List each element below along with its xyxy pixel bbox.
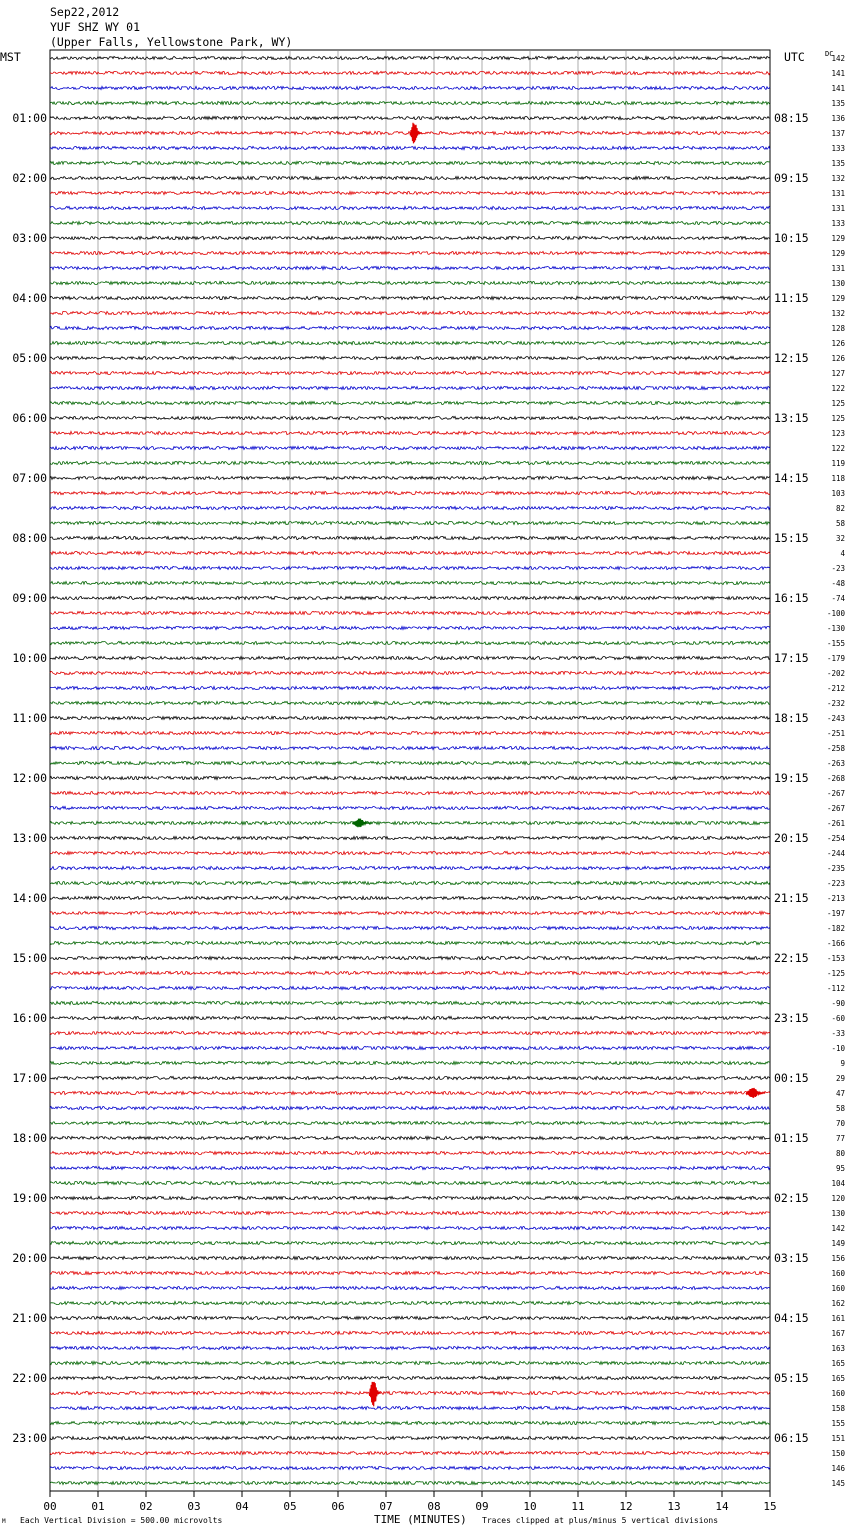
- trace-61: [50, 971, 770, 974]
- trace-4: [50, 116, 770, 119]
- dc-offset-label: -202: [826, 669, 845, 678]
- utc-hour-label: 02:15: [774, 1191, 809, 1205]
- x-tick-label: 10: [523, 1500, 537, 1513]
- dc-offset-label: 135: [831, 99, 845, 108]
- trace-82: [50, 1286, 770, 1289]
- dc-offset-label: 58: [835, 519, 845, 528]
- dc-offset-label: -23: [831, 564, 845, 573]
- dc-offset-label: 119: [831, 459, 845, 468]
- dc-offset-label: 47: [835, 1089, 845, 1098]
- dc-offset-label: 80: [835, 1149, 845, 1158]
- dc-offset-label: 141: [831, 69, 845, 78]
- utc-hour-label: 22:15: [774, 951, 809, 965]
- dc-offset-label: 118: [831, 474, 845, 483]
- trace-54: [50, 866, 770, 869]
- mst-hour-label: 12:00: [12, 771, 47, 785]
- dc-offset-label: -112: [826, 984, 845, 993]
- seismic-event-0: [410, 123, 422, 144]
- dc-offset-label: -235: [826, 864, 845, 873]
- header-station: YUF SHZ WY 01: [50, 20, 141, 34]
- trace-43: [50, 701, 770, 704]
- trace-76: [50, 1196, 770, 1199]
- x-tick-label: 04: [235, 1500, 249, 1513]
- trace-39: [50, 641, 770, 644]
- dc-offset-label: 129: [831, 294, 845, 303]
- dc-offset-label: 104: [831, 1179, 845, 1188]
- trace-21: [50, 371, 770, 374]
- mst-hour-label: 22:00: [12, 1371, 47, 1385]
- trace-11: [50, 221, 770, 224]
- trace-9: [50, 191, 770, 194]
- mst-hour-label: 10:00: [12, 651, 47, 665]
- trace-10: [50, 206, 770, 209]
- dc-offset-label: -243: [826, 714, 845, 723]
- trace-36: [50, 596, 770, 599]
- dc-offset-label: 29: [835, 1074, 845, 1083]
- dc-offset-label: -166: [826, 939, 845, 948]
- footer-scale: Each Vertical Division = 500.00 microvolts: [20, 1516, 223, 1525]
- mst-hour-label: 14:00: [12, 891, 47, 905]
- trace-89: [50, 1391, 770, 1394]
- x-tick-label: 07: [379, 1500, 393, 1513]
- utc-hour-label: 00:15: [774, 1071, 809, 1085]
- utc-hour-label: 06:15: [774, 1431, 809, 1445]
- dc-offset-label: 160: [831, 1389, 845, 1398]
- utc-hour-label: 16:15: [774, 591, 809, 605]
- dc-offset-label: -155: [826, 639, 845, 648]
- trace-45: [50, 731, 770, 734]
- trace-70: [50, 1106, 770, 1109]
- x-tick-label: 02: [139, 1500, 153, 1513]
- trace-20: [50, 356, 770, 359]
- x-tick-label: 08: [427, 1500, 441, 1513]
- dc-offset-label: -212: [826, 684, 845, 693]
- trace-63: [50, 1001, 770, 1004]
- dc-offset-label: 129: [831, 249, 845, 258]
- dc-offset-label: -213: [826, 894, 845, 903]
- trace-83: [50, 1301, 770, 1304]
- dc-offset-label: 126: [831, 354, 845, 363]
- trace-74: [50, 1166, 770, 1169]
- mst-hour-label: 05:00: [12, 351, 47, 365]
- trace-58: [50, 926, 770, 929]
- dc-offset-label: -268: [826, 774, 845, 783]
- trace-56: [50, 896, 770, 899]
- utc-hour-label: 21:15: [774, 891, 809, 905]
- dc-offset-label: 130: [831, 279, 845, 288]
- x-tick-label: 12: [619, 1500, 633, 1513]
- trace-48: [50, 776, 770, 779]
- dc-offset-label: -100: [826, 609, 845, 618]
- dc-offset-label: -130: [826, 624, 845, 633]
- trace-27: [50, 461, 770, 464]
- trace-77: [50, 1211, 770, 1214]
- utc-hour-label: 23:15: [774, 1011, 809, 1025]
- dc-offset-label: 163: [831, 1344, 845, 1353]
- trace-15: [50, 281, 770, 284]
- x-axis-title: TIME (MINUTES): [374, 1513, 467, 1526]
- trace-53: [50, 851, 770, 854]
- dc-offset-label: 142: [831, 54, 845, 63]
- trace-92: [50, 1436, 770, 1439]
- utc-hour-label: 15:15: [774, 531, 809, 545]
- x-tick-label: 09: [475, 1500, 489, 1513]
- trace-73: [50, 1151, 770, 1154]
- trace-49: [50, 791, 770, 794]
- trace-95: [50, 1481, 770, 1484]
- dc-offset-label: 142: [831, 1224, 845, 1233]
- trace-2: [50, 86, 770, 89]
- trace-64: [50, 1016, 770, 1019]
- trace-93: [50, 1451, 770, 1454]
- mst-hour-label: 13:00: [12, 831, 47, 845]
- dc-offset-label: 129: [831, 234, 845, 243]
- dc-offset-label: -258: [826, 744, 845, 753]
- dc-offset-label: 131: [831, 204, 845, 213]
- x-tick-label: 13: [667, 1500, 681, 1513]
- mst-hour-label: 01:00: [12, 111, 47, 125]
- footer-clip-note: Traces clipped at plus/minus 5 vertical divisions: [482, 1516, 719, 1525]
- dc-offset-label: 95: [835, 1164, 845, 1173]
- dc-offset-label: 151: [831, 1434, 845, 1443]
- mst-hour-label: 09:00: [12, 591, 47, 605]
- seismic-event-2: [746, 1088, 765, 1098]
- mst-hour-label: 02:00: [12, 171, 47, 185]
- trace-86: [50, 1346, 770, 1349]
- trace-62: [50, 986, 770, 989]
- trace-34: [50, 566, 770, 569]
- dc-offset-label: -244: [826, 849, 845, 858]
- trace-71: [50, 1121, 770, 1124]
- trace-57: [50, 911, 770, 914]
- trace-66: [50, 1046, 770, 1049]
- trace-67: [50, 1061, 770, 1064]
- dc-offset-label: -179: [826, 654, 845, 663]
- trace-44: [50, 716, 770, 719]
- trace-40: [50, 656, 770, 659]
- trace-59: [50, 941, 770, 944]
- dc-offset-label: 167: [831, 1329, 845, 1338]
- dc-offset-label: -48: [831, 579, 845, 588]
- trace-30: [50, 506, 770, 509]
- trace-87: [50, 1361, 770, 1364]
- dc-offset-label: 132: [831, 309, 845, 318]
- dc-offset-label: -60: [831, 1014, 845, 1023]
- trace-23: [50, 401, 770, 404]
- mst-hour-label: 07:00: [12, 471, 47, 485]
- dc-offset-label: 103: [831, 489, 845, 498]
- mst-hour-label: 19:00: [12, 1191, 47, 1205]
- mst-hour-label: 23:00: [12, 1431, 47, 1445]
- dc-offset-label: -33: [831, 1029, 845, 1038]
- mst-hour-label: 17:00: [12, 1071, 47, 1085]
- trace-28: [50, 476, 770, 479]
- mst-hour-label: 18:00: [12, 1131, 47, 1145]
- trace-65: [50, 1031, 770, 1034]
- x-tick-label: 03: [187, 1500, 201, 1513]
- mst-hour-label: 21:00: [12, 1311, 47, 1325]
- dc-offset-label: 128: [831, 324, 845, 333]
- trace-1: [50, 71, 770, 74]
- axis-labels: [12, 54, 845, 1513]
- trace-72: [50, 1136, 770, 1139]
- dc-offset-label: 165: [831, 1374, 845, 1383]
- mst-hour-label: 04:00: [12, 291, 47, 305]
- left-axis-title: MST: [0, 50, 21, 64]
- dc-offset-label: 9: [840, 1059, 845, 1068]
- utc-hour-label: 11:15: [774, 291, 809, 305]
- utc-hour-label: 08:15: [774, 111, 809, 125]
- trace-22: [50, 386, 770, 389]
- trace-31: [50, 521, 770, 524]
- dc-offset-label: -153: [826, 954, 845, 963]
- dc-offset-label: 137: [831, 129, 845, 138]
- dc-offset-label: -223: [826, 879, 845, 888]
- trace-88: [50, 1376, 770, 1379]
- utc-hour-label: 10:15: [774, 231, 809, 245]
- trace-0: [50, 56, 770, 59]
- dc-offset-label: 58: [835, 1104, 845, 1113]
- x-tick-label: 06: [331, 1500, 345, 1513]
- x-tick-label: 05: [283, 1500, 297, 1513]
- trace-46: [50, 746, 770, 749]
- seismic-event-1: [352, 819, 371, 828]
- trace-79: [50, 1241, 770, 1244]
- trace-18: [50, 326, 770, 329]
- utc-hour-label: 19:15: [774, 771, 809, 785]
- trace-60: [50, 956, 770, 959]
- utc-hour-label: 01:15: [774, 1131, 809, 1145]
- dc-offset-label: 160: [831, 1284, 845, 1293]
- trace-14: [50, 266, 770, 269]
- dc-offset-label: 122: [831, 384, 845, 393]
- trace-32: [50, 536, 770, 539]
- dc-offset-label: 127: [831, 369, 845, 378]
- trace-24: [50, 416, 770, 419]
- seismic-event-3: [369, 1382, 381, 1406]
- trace-78: [50, 1226, 770, 1229]
- dc-offset-label: 132: [831, 174, 845, 183]
- trace-29: [50, 491, 770, 494]
- dc-offset-label: 123: [831, 429, 845, 438]
- mst-hour-label: 16:00: [12, 1011, 47, 1025]
- trace-51: [50, 821, 770, 824]
- trace-85: [50, 1331, 770, 1334]
- trace-8: [50, 176, 770, 179]
- trace-47: [50, 761, 770, 764]
- trace-81: [50, 1271, 770, 1274]
- dc-offset-label: 146: [831, 1464, 845, 1473]
- utc-hour-label: 20:15: [774, 831, 809, 845]
- dc-offset-label: 131: [831, 264, 845, 273]
- trace-37: [50, 611, 770, 614]
- utc-hour-label: 09:15: [774, 171, 809, 185]
- dc-offset-label: 155: [831, 1419, 845, 1428]
- trace-80: [50, 1256, 770, 1259]
- trace-38: [50, 626, 770, 629]
- dc-offset-label: 122: [831, 444, 845, 453]
- dc-offset-label: 131: [831, 189, 845, 198]
- trace-26: [50, 446, 770, 449]
- dc-offset-label: -267: [826, 789, 845, 798]
- trace-42: [50, 686, 770, 689]
- dc-offset-label: 32: [835, 534, 845, 543]
- dc-offset-label: 145: [831, 1479, 845, 1488]
- dc-offset-label: -261: [826, 819, 845, 828]
- dc-offset-label: 130: [831, 1209, 845, 1218]
- header-location: (Upper Falls, Yellowstone Park, WY): [50, 35, 293, 49]
- dc-offset-label: -263: [826, 759, 845, 768]
- trace-68: [50, 1076, 770, 1079]
- x-tick-label: 11: [571, 1500, 585, 1513]
- dc-offset-label: 125: [831, 414, 845, 423]
- trace-12: [50, 236, 770, 239]
- trace-16: [50, 296, 770, 299]
- dc-offset-label: 133: [831, 144, 845, 153]
- dc-offset-label: -125: [826, 969, 845, 978]
- dc-offset-label: 158: [831, 1404, 845, 1413]
- dc-offset-label: 126: [831, 339, 845, 348]
- trace-50: [50, 806, 770, 809]
- dc-offset-label: 77: [835, 1134, 845, 1143]
- trace-41: [50, 671, 770, 674]
- right-axis-title: UTC: [784, 50, 805, 64]
- dc-offset-label: -182: [826, 924, 845, 933]
- mst-hour-label: 08:00: [12, 531, 47, 545]
- dc-offset-label: 4: [840, 549, 845, 558]
- trace-84: [50, 1316, 770, 1319]
- trace-75: [50, 1181, 770, 1184]
- dc-offset-label: -254: [826, 834, 845, 843]
- dc-offset-label: 150: [831, 1449, 845, 1458]
- trace-layer: [50, 56, 770, 1484]
- trace-33: [50, 551, 770, 554]
- dc-offset-label: -251: [826, 729, 845, 738]
- dc-offset-label: 156: [831, 1254, 845, 1263]
- trace-55: [50, 881, 770, 884]
- utc-hour-label: 17:15: [774, 651, 809, 665]
- trace-17: [50, 311, 770, 314]
- x-tick-label: 15: [763, 1500, 777, 1513]
- dc-offset-label: -197: [826, 909, 845, 918]
- dc-offset-label: -232: [826, 699, 845, 708]
- dc-offset-label: 125: [831, 399, 845, 408]
- mst-hour-label: 06:00: [12, 411, 47, 425]
- x-tick-label: 01: [91, 1500, 105, 1513]
- trace-52: [50, 836, 770, 839]
- dc-offset-label: 162: [831, 1299, 845, 1308]
- x-tick-label: 14: [715, 1500, 729, 1513]
- dc-offset-label: -90: [831, 999, 845, 1008]
- trace-25: [50, 431, 770, 434]
- x-tick-label: 00: [43, 1500, 57, 1513]
- dc-offset-label: 120: [831, 1194, 845, 1203]
- dc-label: DC: [825, 50, 834, 58]
- mst-hour-label: 20:00: [12, 1251, 47, 1265]
- mst-hour-label: 15:00: [12, 951, 47, 965]
- dc-offset-label: 136: [831, 114, 845, 123]
- dc-offset-label: -10: [831, 1044, 845, 1053]
- utc-hour-label: 14:15: [774, 471, 809, 485]
- trace-69: [50, 1091, 770, 1094]
- utc-hour-label: 12:15: [774, 351, 809, 365]
- utc-hour-label: 13:15: [774, 411, 809, 425]
- utc-hour-label: 03:15: [774, 1251, 809, 1265]
- dc-offset-label: 160: [831, 1269, 845, 1278]
- trace-7: [50, 161, 770, 164]
- trace-94: [50, 1466, 770, 1469]
- dc-offset-label: 135: [831, 159, 845, 168]
- mst-hour-label: 03:00: [12, 231, 47, 245]
- dc-offset-label: -267: [826, 804, 845, 813]
- dc-offset-label: 141: [831, 84, 845, 93]
- utc-hour-label: 04:15: [774, 1311, 809, 1325]
- dc-offset-label: -74: [831, 594, 845, 603]
- utc-hour-label: 18:15: [774, 711, 809, 725]
- trace-90: [50, 1406, 770, 1409]
- mst-hour-label: 11:00: [12, 711, 47, 725]
- dc-offset-label: 82: [835, 504, 845, 513]
- footer-corner: M: [2, 1518, 6, 1525]
- dc-offset-label: 149: [831, 1239, 845, 1248]
- trace-3: [50, 101, 770, 104]
- dc-offset-label: 165: [831, 1359, 845, 1368]
- trace-13: [50, 251, 770, 254]
- dc-offset-label: 70: [835, 1119, 845, 1128]
- dc-offset-label: 133: [831, 219, 845, 228]
- header-date: Sep22,2012: [50, 5, 120, 19]
- trace-6: [50, 146, 770, 149]
- trace-35: [50, 581, 770, 584]
- trace-19: [50, 341, 770, 344]
- utc-hour-label: 05:15: [774, 1371, 809, 1385]
- dc-offset-label: 161: [831, 1314, 845, 1323]
- trace-91: [50, 1421, 770, 1424]
